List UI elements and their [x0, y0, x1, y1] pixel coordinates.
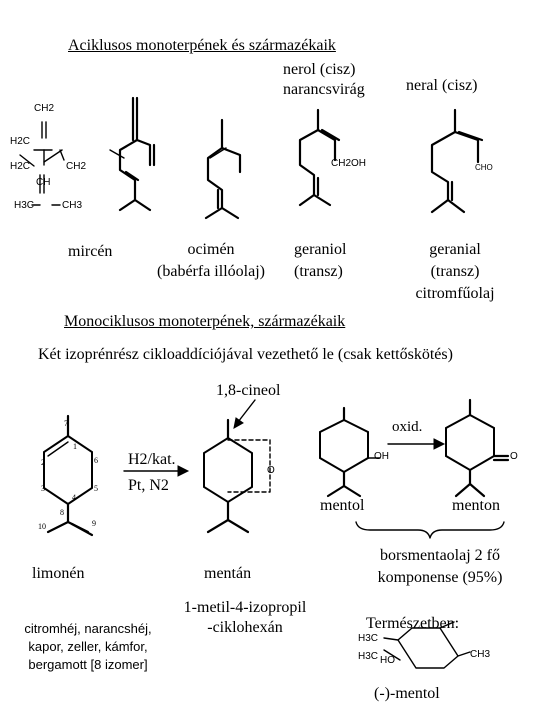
- reagent-line2: Pt, N2: [128, 477, 169, 494]
- atom-h3c: H3C: [14, 200, 35, 211]
- neral-structure: [432, 110, 482, 212]
- label-nerol-line2: narancsvirág: [283, 81, 365, 98]
- ocimene-structure: [110, 98, 154, 210]
- label-ocimen-line1: ocimén: [187, 241, 235, 258]
- label-natural: Természetben:: [366, 615, 460, 632]
- cineol-pointer: [234, 400, 255, 428]
- oxidation-arrow: [388, 439, 444, 449]
- num-5: 5: [94, 484, 98, 493]
- atom-ch2oh: CH2OH: [331, 158, 367, 169]
- label-limonen: limonén: [32, 565, 85, 582]
- num-2: 2: [41, 458, 45, 467]
- num-7: 7: [64, 419, 68, 428]
- label-menton: menton: [452, 497, 500, 514]
- num-6: 6: [94, 456, 98, 465]
- atom-h2c-2: H2C: [10, 161, 31, 172]
- atom-h2c: H2C: [10, 136, 31, 147]
- mixture-brace: [356, 522, 504, 538]
- num-3: 3: [41, 484, 45, 493]
- atom-cho: CHO: [475, 163, 493, 172]
- limonen-sources-line2: kapor, zeller, kámfor,: [28, 639, 148, 654]
- heading-acyclic: Aciklusos monoterpének és származékaik: [68, 37, 336, 54]
- label-iupac-line1: 1-metil-4-izopropil: [183, 599, 307, 616]
- limonen-sources-line3: bergamott [8 izomer]: [28, 657, 148, 672]
- num-1: 1: [73, 442, 77, 451]
- label-cineol: 1,8-cineol: [216, 382, 281, 399]
- chair-h3c-top: H3C: [358, 633, 379, 644]
- label-iupac-line2: -ciklohexán: [207, 619, 283, 636]
- atom-ketone-o: O: [510, 451, 518, 462]
- num-4: 4: [72, 493, 76, 502]
- label-mircen: mircén: [68, 243, 113, 260]
- menthane-structure: [204, 420, 270, 532]
- label-mentol: mentol: [320, 497, 365, 514]
- label-geranial-line1: geranial: [429, 241, 481, 258]
- label-oxid: oxid.: [392, 419, 423, 435]
- atom-ch3: CH3: [62, 200, 83, 211]
- label-borsmenta-line2: komponense (95%): [377, 569, 503, 586]
- heading-monocyclic: Monociklusos monoterpének, származékaik: [64, 313, 346, 330]
- label-minus-mentol: (-)-mentol: [374, 685, 440, 702]
- subtitle: Két izoprénrész cikloaddíciójával vezethető le (csak kettőskötés): [38, 346, 453, 363]
- menthol-structure: [320, 408, 380, 496]
- num-10: 10: [38, 522, 46, 531]
- limonene-structure: [44, 416, 92, 535]
- label-geraniol-line1: geraniol: [294, 241, 347, 258]
- label-borsmenta-line1: borsmentaolaj 2 fő: [380, 547, 500, 564]
- reagent-line1: H2/kat.: [128, 451, 176, 468]
- label-geranial-line2: (transz): [430, 263, 480, 280]
- chair-ch3: CH3: [470, 649, 491, 660]
- atom-o-bridge: O: [267, 465, 275, 476]
- label-neral: neral (cisz): [406, 77, 478, 94]
- atom-ch: CH: [36, 177, 51, 188]
- chair-ho: HO: [380, 655, 395, 666]
- label-mentan: mentán: [204, 565, 252, 582]
- label-geraniol-line2: (transz): [294, 263, 343, 280]
- chair-h3c-mid: H3C: [358, 651, 379, 662]
- label-ocimen-line2: (babérfa illóolaj): [157, 263, 265, 280]
- num-9: 9: [92, 519, 96, 528]
- num-8: 8: [60, 508, 64, 517]
- atom-ch2-right: CH2: [66, 161, 87, 172]
- limonen-sources-line1: citromhéj, narancshéj,: [24, 621, 152, 636]
- atom-oh: OH: [374, 451, 389, 462]
- label-nerol-line1: nerol (cisz): [283, 61, 356, 78]
- menthone-structure: [446, 400, 508, 496]
- atom-ch2-top: CH2: [34, 103, 55, 114]
- nerol-structure: [206, 120, 240, 218]
- label-geranial-line3: citromfűolaj: [415, 285, 495, 302]
